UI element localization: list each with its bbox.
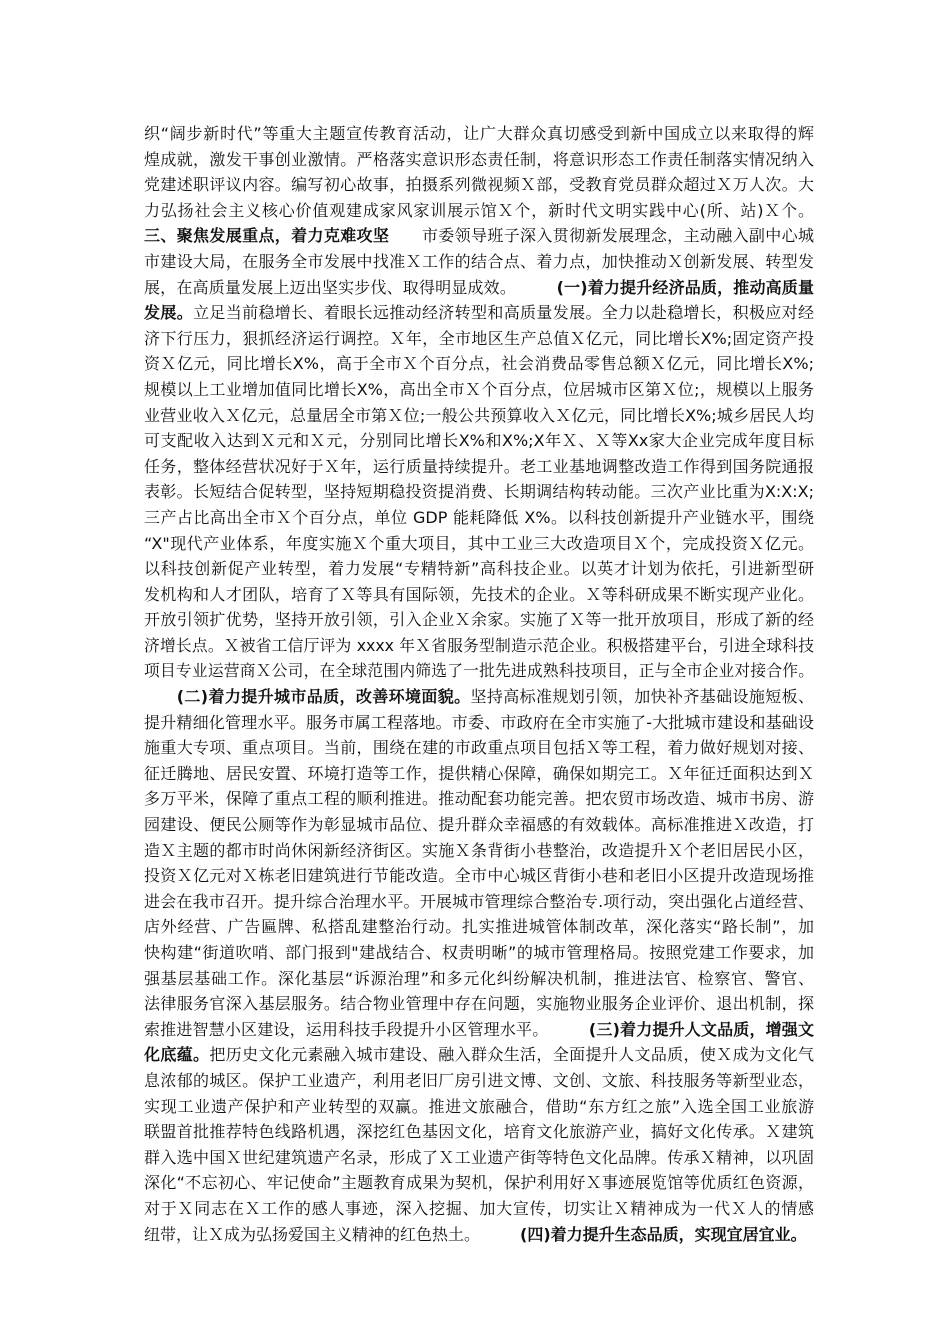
text-line: [144, 351, 814, 377]
text-line: [144, 300, 814, 326]
text-line: [144, 428, 814, 454]
text-line: [144, 1017, 814, 1043]
text-line: [144, 326, 814, 352]
body-text: 息浓郁的城区。保护工业遗产，利用老旧厂房引进文博、文创、文旅、科技服务等新型业态，: [144, 1070, 814, 1090]
body-text: 煌成就，激发干事创业激情。严格落实意识形态责任制，将意识形态工作责任制落实情况纳入: [144, 149, 814, 169]
body-text: 业营业收入Ｘ亿元，总量居全市第Ｘ位;一般公共预算收入Ｘ亿元，同比增长X%;城乡居民人均: [144, 405, 814, 425]
body-text: 以科技创新促产业转型，着力发展“专精特新”高科技企业。以英才计划为依托，引进新型研: [144, 559, 814, 579]
body-text: 三产占比高出全市Ｘ个百分点，单位 GDP 能耗降低 X%。以科技创新提升产业链水平，围绕: [144, 507, 814, 527]
text-line: [144, 838, 814, 864]
body-text: 进会在我市召开。提升综合治理水平。开展城市管理综合整治专.项行动，突出强化占道经营、: [144, 891, 814, 911]
text-line: [144, 377, 814, 403]
text-line: [144, 556, 814, 582]
document-body-text: [144, 121, 814, 1247]
body-text: 深化“不忘初心、牢记使命”主题教育成果为契机，保护利用好Ｘ事迹展览馆等优质红色资源，: [144, 1173, 814, 1193]
body-text: 快构建“街道吹哨、部门报到"建战结合、权责明晰”的城市管理格局。按照党建工作要求，加: [144, 943, 814, 962]
text-line: [144, 249, 814, 275]
text-line: [144, 172, 814, 198]
text-line: [144, 1119, 814, 1145]
text-line: [144, 147, 814, 173]
text-line: [144, 1170, 814, 1196]
body-text: 开放引领扩优势，坚持开放引领，引入企业Ｘ余家。实施了Ｘ等一批开放项目，形成了新的经: [144, 610, 814, 630]
text-line: [144, 1068, 814, 1094]
body-text: 园建设、便民公厕等作为彰显城市品位、提升群众幸福感的有效载体。高标准推进Ｘ改造，打: [144, 815, 814, 835]
body-text: 展，在高质量发展上迈出坚实步伐、取得明显成效。: [144, 277, 557, 297]
text-line: [144, 121, 814, 147]
text-line: [144, 1094, 814, 1120]
body-text: “X"现代产业体系，年度实施Ｘ个重大项目，其中工业三大改造项目Ｘ个，完成投资Ｘ亿元。: [144, 533, 814, 553]
bold-heading-text: 三、聚焦发展重点，着力克难攻坚: [144, 226, 390, 246]
bold-heading-text: 化底蕴。: [144, 1045, 210, 1065]
text-line: [144, 761, 814, 787]
body-text: 济增长点。Ｘ被省工信厅评为 xxxx 年Ｘ省服务型制造示范企业。积极搭建平台，引进全球科技: [144, 635, 814, 655]
body-text: 资Ｘ亿元，同比增长X%，高于全市Ｘ个百分点，社会消费品零售总额Ｘ亿元，同比增长X%;: [144, 354, 814, 374]
text-line: [144, 198, 814, 224]
body-text: 任务，整体经营状况好于Ｘ年，运行质量持续提升。老工业基地调整改造工作得到国务院通报: [144, 456, 814, 476]
body-text: 立足当前稳增长、着眼长远推动经济转型和高质量发展。全力以赴稳增长，积极应对经: [193, 303, 814, 323]
body-text: [144, 687, 177, 706]
body-text: 施重大专项、重点项目。当前，围绕在建的市政重点项目包括Ｘ等工程，着力做好规划对接、: [144, 738, 814, 758]
body-text: 把历史文化元素融入城市建设、融入群众生活，全面提升人文品质，使Ｘ成为文化气: [209, 1045, 814, 1065]
body-text: 群入选中国Ｘ世纪建筑遗产名录，形成了Ｘ工业遗产街等特色文化品牌。传承Ｘ精神，以巩固: [144, 1147, 814, 1167]
body-text: 店外经营、广告匾牌、私搭乱建整治行动。扎实推进城管体制改革，深化落实“路长制”，加: [144, 917, 814, 937]
body-text: 项目专业运营商Ｘ公司，在全球范围内筛选了一批先进成熟科技项目，正与全市企业对接合作。: [144, 661, 814, 681]
body-text: 规模以上工业增加值同比增长X%，高出全市Ｘ个百分点，位居城市区第Ｘ位;，规模以上服务: [144, 379, 814, 399]
text-line: [144, 735, 814, 761]
text-line: [144, 889, 814, 915]
body-text: 对于Ｘ同志在Ｘ工作的感人事迹，深入挖掘、加大宣传，切实让Ｘ精神成为一代Ｘ人的情感: [144, 1198, 814, 1218]
body-text: 强基层基础工作。深化基层“诉源治理”和多元化纠纷解决机制，推进法官、检察官、警官、: [144, 968, 814, 988]
body-text: 表彰。长短结合促转型，坚持短期稳投资提消费、长期调结构转动能。三次产业比重为X:X:X;: [144, 482, 814, 502]
body-text: 市委领导班子深入贯彻新发展理念，主动融入副中心城: [389, 226, 814, 246]
body-text: 织“阔步新时代”等重大主题宣传教育活动，让广大群众真切感受到新中国成立以来取得的辉: [144, 124, 814, 143]
text-line: [144, 403, 814, 429]
text-line: [144, 863, 814, 889]
bold-heading-text: 发展。: [144, 303, 194, 323]
body-text: 纽带，让Ｘ成为弘扬爱国主义精神的红色热土。: [144, 1224, 521, 1244]
body-text: 多万平米，保障了重点工程的顺利推进。推动配套功能完善。把农贸市场改造、城市书房、游: [144, 789, 814, 809]
body-text: 投资Ｘ亿元对Ｘ栋老旧建筑进行节能改造。全市中心城区背街小巷和老旧小区提升改造现场推: [144, 866, 814, 886]
text-line: [144, 966, 814, 992]
text-line: [144, 940, 814, 966]
text-line: [144, 607, 814, 633]
text-line: [144, 710, 814, 736]
text-line: [144, 658, 814, 684]
text-line: [144, 531, 814, 557]
body-text: 力弘扬社会主义核心价值观建成家风家训展示馆Ｘ个，新时代文明实践中心(所、站)Ｘ个。: [144, 200, 814, 220]
body-text: 法律服务官深入基层服务。结合物业管理中存在问题，实施物业服务企业评价、退出机制，探: [144, 994, 814, 1014]
text-line: [144, 1222, 814, 1248]
text-line: [144, 991, 814, 1017]
bold-heading-text: (四)着力提升生态品质，实现宜居宜业。: [520, 1224, 807, 1244]
body-text: 可支配收入达到Ｘ元和Ｘ元，分别同比增长X%和X%;X年Ｘ、Ｘ等Xx家大企业完成年度目标: [144, 431, 814, 451]
text-line: [144, 275, 814, 301]
text-line: [144, 684, 814, 710]
body-text: 济下行压力，狠抓经济运行调控。Ｘ年，全市地区生产总值Ｘ亿元，同比增长X%;固定资产投: [144, 328, 814, 348]
body-text: 市建设大局，在服务全市发展中找准Ｘ工作的结合点、着力点，加快推动Ｘ创新发展、转型发: [144, 251, 814, 271]
body-text: 提升精细化管理水平。服务市属工程落地。市委、市政府在全市实施了-大批城市建设和基础设: [144, 712, 814, 732]
text-line: [144, 1042, 814, 1068]
bold-heading-text: (三)着力提升人文品质，增强文: [588, 1019, 814, 1039]
body-text: 造Ｘ主题的都市时尚休闲新经济街区。实施Ｘ条背街小巷整治，改造提升Ｘ个老旧居民小区，: [144, 840, 814, 860]
text-line: [144, 812, 814, 838]
body-text: 征迁腾地、居民安置、环境打造等工作，提供精心保障，确保如期完工。Ｘ年征迁面积达到Ｘ: [144, 763, 814, 783]
bold-heading-text: (一)着力提升经济品质，推动高质量: [556, 277, 814, 297]
text-line: [144, 633, 814, 659]
text-line: [144, 454, 814, 480]
text-line: [144, 505, 814, 531]
body-text: 实现工业遗产保护和产业转型的双赢。推进文旅融合，借助“东方红之旅”入选全国工业旅游: [144, 1096, 814, 1116]
text-line: [144, 1145, 814, 1171]
text-line: [144, 1196, 814, 1222]
bold-heading-text: (二)着力提升城市品质，改善环境面貌。: [176, 687, 471, 707]
text-line: [144, 914, 814, 940]
text-line: [144, 479, 814, 505]
body-text: 坚持高标准规划引领，加快补齐基础设施短板、: [470, 687, 814, 707]
body-text: 索推进智慧小区建设，运用科技手段提升小区管理水平。: [144, 1019, 589, 1039]
text-line: [144, 582, 814, 608]
body-text: 发机构和人才团队，培育了Ｘ等具有国际领，先技术的企业。Ｘ等科研成果不断实现产业化。: [144, 584, 814, 604]
body-text: 党建述职评议内容。编写初心故事，拍摄系列微视频Ｘ部，受教育党员群众超过Ｘ万人次。大: [144, 175, 814, 195]
text-line: [144, 223, 814, 249]
body-text: 联盟首批推荐特色线路机遇，深挖红色基因文化，培育文化旅游产业，搞好文化传承。Ｘ建筑: [144, 1122, 814, 1142]
text-line: [144, 786, 814, 812]
